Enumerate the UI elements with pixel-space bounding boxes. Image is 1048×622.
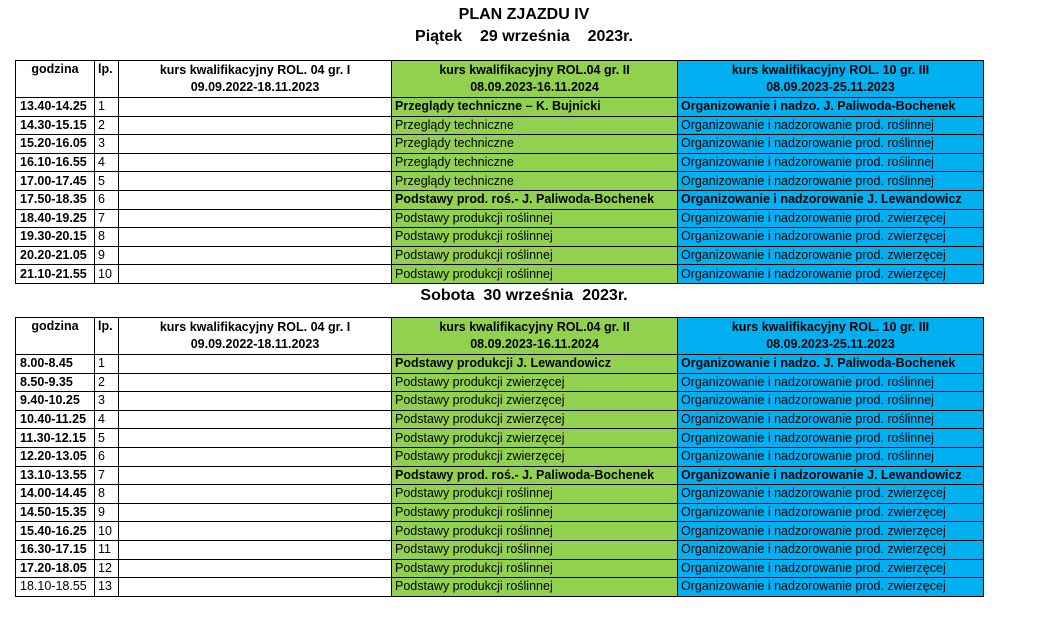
group-1-cell (119, 447, 392, 466)
group-2-cell: Podstawy prod. roś.- J. Paliwoda-Bochenek (392, 190, 678, 209)
table-row (16, 355, 984, 374)
group-2-cell: Przeglądy techniczne (392, 116, 678, 135)
schedule-table-saturday (15, 317, 984, 597)
group-2-cell: Podstawy produkcji roślinnej (392, 578, 678, 597)
group-3-cell: Organizowanie i nadzorowanie prod. roślinnej (678, 116, 984, 135)
group-2-cell: Podstawy produkcji roślinnej (392, 228, 678, 247)
group-1-cell (119, 209, 392, 228)
group-1-cell (119, 559, 392, 578)
group-1-cell (119, 578, 392, 597)
group-3-cell: Organizowanie i nadzorowanie J. Lewandowicz (678, 190, 984, 209)
group-3-cell: Organizowanie i nadzorowanie prod. roślinnej (678, 429, 984, 448)
group-2-cell: Podstawy produkcji zwierzęcej (392, 410, 678, 429)
hour-cell: 14.00-14.45 (16, 485, 95, 504)
group-3-cell: Organizowanie i nadzorowanie prod. zwierzęcej (678, 503, 984, 522)
page-title: PLAN ZJAZDU IV (458, 6, 590, 23)
lp-cell: 5 (95, 429, 119, 448)
group-2-cell: Podstawy produkcji zwierzęcej (392, 429, 678, 448)
group-1-cell (119, 466, 392, 485)
hour-cell: 11.30-12.15 (16, 429, 95, 448)
group-2-cell: Podstawy produkcji roślinnej (392, 559, 678, 578)
group-3-cell: Organizowanie i nadzorowanie prod. roślinnej (678, 392, 984, 411)
table-row (16, 447, 984, 466)
group-3-cell: Organizowanie i nadzorowanie prod. zwierzęcej (678, 246, 984, 265)
group-3-cell: Organizowanie i nadzorowanie prod. roślinnej (678, 135, 984, 154)
header-group-3: kurs kwalifikacyjny ROL. 10 gr. III 08.09.2023-25.11.2023 (678, 318, 984, 355)
hour-cell: 18.10-18.55 (16, 578, 95, 597)
group-2-cell: Podstawy produkcji zwierzęcej (392, 392, 678, 411)
group-1-cell (119, 246, 392, 265)
group-3-cell: Organizowanie i nadzorowanie prod. zwierzęcej (678, 522, 984, 541)
table-row (16, 209, 984, 228)
day-heading-saturday: Sobota 30 września 2023r. (420, 287, 628, 304)
header-group-2: kurs kwalifikacyjny ROL.04 gr. II 08.09.2023-16.11.2024 (392, 318, 678, 355)
lp-cell: 8 (95, 228, 119, 247)
group-3-cell: Organizowanie i nadzorowanie prod. roślinnej (678, 153, 984, 172)
lp-cell: 7 (95, 209, 119, 228)
group-3-cell: Organizowanie i nadzorowanie J. Lewandowicz (678, 466, 984, 485)
hour-cell: 12.20-13.05 (16, 447, 95, 466)
hour-cell: 20.20-21.05 (16, 246, 95, 265)
group-1-cell (119, 265, 392, 284)
table-row (16, 153, 984, 172)
group-1-cell (119, 373, 392, 392)
group-3-cell: Organizowanie i nadzorowanie prod. zwierzęcej (678, 559, 984, 578)
table-row (16, 410, 984, 429)
table-row (16, 429, 984, 448)
group-1-cell (119, 355, 392, 374)
group-1-cell (119, 503, 392, 522)
lp-cell: 3 (95, 392, 119, 411)
lp-cell: 10 (95, 265, 119, 284)
hour-cell: 13.10-13.55 (16, 466, 95, 485)
lp-cell: 4 (95, 153, 119, 172)
group-2-cell: Podstawy produkcji zwierzęcej (392, 447, 678, 466)
group-2-cell: Przeglądy techniczne – K. Bujnicki (392, 98, 678, 117)
hour-cell: 10.40-11.25 (16, 410, 95, 429)
group-2-cell: Podstawy produkcji roślinnej (392, 265, 678, 284)
group-2-cell: Przeglądy techniczne (392, 153, 678, 172)
group-1-cell (119, 153, 392, 172)
table-row (16, 228, 984, 247)
group-1-cell (119, 172, 392, 191)
group-3-cell: Organizowanie i nadzorowanie prod. zwierzęcej (678, 540, 984, 559)
group-3-cell: Organizowanie i nadzorowanie prod. roślinnej (678, 410, 984, 429)
header-group-2: kurs kwalifikacyjny ROL.04 gr. II 08.09.2023-16.11.2024 (392, 61, 678, 98)
hour-cell: 14.30-15.15 (16, 116, 95, 135)
group-2-cell: Podstawy produkcji roślinnej (392, 209, 678, 228)
group-1-cell (119, 522, 392, 541)
table-row (16, 116, 984, 135)
group-2-cell: Podstawy produkcji roślinnej (392, 540, 678, 559)
lp-cell: 7 (95, 466, 119, 485)
group-3-cell: Organizowanie i nadzorowanie prod. zwierzęcej (678, 265, 984, 284)
group-1-cell (119, 228, 392, 247)
group-3-cell: Organizowanie i nadzorowanie prod. zwierzęcej (678, 209, 984, 228)
table-header-row (16, 61, 984, 98)
group-1-cell (119, 135, 392, 154)
lp-cell: 6 (95, 190, 119, 209)
header-group-1: kurs kwalifikacyjny ROL. 04 gr. I 09.09.2022-18.11.2023 (119, 318, 392, 355)
group-2-cell: Przeglądy techniczne (392, 135, 678, 154)
group-1-cell (119, 98, 392, 117)
table-row (16, 172, 984, 191)
table-row (16, 485, 984, 504)
group-3-cell: Organizowanie i nadzorowanie prod. roślinnej (678, 373, 984, 392)
hour-cell: 15.20-16.05 (16, 135, 95, 154)
group-2-cell: Podstawy prod. roś.- J. Paliwoda-Bochenek (392, 466, 678, 485)
group-2-cell: Podstawy produkcji roślinnej (392, 503, 678, 522)
hour-cell: 17.00-17.45 (16, 172, 95, 191)
group-3-cell: Organizowanie i nadzo. J. Paliwoda-Bochenek (678, 355, 984, 374)
table-row (16, 190, 984, 209)
hour-cell: 9.40-10.25 (16, 392, 95, 411)
group-2-cell: Podstawy produkcji zwierzęcej (392, 373, 678, 392)
table-row (16, 246, 984, 265)
hour-cell: 17.50-18.35 (16, 190, 95, 209)
lp-cell: 10 (95, 522, 119, 541)
lp-cell: 3 (95, 135, 119, 154)
hour-cell: 16.10-16.55 (16, 153, 95, 172)
group-1-cell (119, 429, 392, 448)
group-2-cell: Podstawy produkcji roślinnej (392, 246, 678, 265)
group-1-cell (119, 485, 392, 504)
group-2-cell: Podstawy produkcji roślinnej (392, 522, 678, 541)
table-row (16, 392, 984, 411)
group-1-cell (119, 410, 392, 429)
table-row (16, 98, 984, 117)
table-row (16, 522, 984, 541)
lp-cell: 9 (95, 503, 119, 522)
table-row (16, 466, 984, 485)
day-heading-friday: Piątek 29 września 2023r. (415, 28, 633, 45)
group-3-cell: Organizowanie i nadzorowanie prod. zwierzęcej (678, 578, 984, 597)
lp-cell: 4 (95, 410, 119, 429)
lp-cell: 2 (95, 116, 119, 135)
lp-cell: 1 (95, 355, 119, 374)
header-group-3: kurs kwalifikacyjny ROL. 10 gr. III 08.09.2023-25.11.2023 (678, 61, 984, 98)
group-2-cell: Podstawy produkcji J. Lewandowicz (392, 355, 678, 374)
lp-cell: 1 (95, 98, 119, 117)
hour-cell: 18.40-19.25 (16, 209, 95, 228)
group-1-cell (119, 392, 392, 411)
hour-cell: 19.30-20.15 (16, 228, 95, 247)
group-2-cell: Przeglądy techniczne (392, 172, 678, 191)
group-3-cell: Organizowanie i nadzorowanie prod. roślinnej (678, 172, 984, 191)
schedule-table-friday (15, 60, 984, 284)
lp-cell: 13 (95, 578, 119, 597)
hour-cell: 17.20-18.05 (16, 559, 95, 578)
header-lp: lp. (95, 61, 119, 98)
table-header-row (16, 318, 984, 355)
hour-cell: 16.30-17.15 (16, 540, 95, 559)
hour-cell: 8.50-9.35 (16, 373, 95, 392)
hour-cell: 21.10-21.55 (16, 265, 95, 284)
group-3-cell: Organizowanie i nadzorowanie prod. zwierzęcej (678, 485, 984, 504)
table-row (16, 135, 984, 154)
group-1-cell (119, 116, 392, 135)
hour-cell: 14.50-15.35 (16, 503, 95, 522)
header-hour: godzina (16, 61, 95, 98)
lp-cell: 9 (95, 246, 119, 265)
header-group-1: kurs kwalifikacyjny ROL. 04 gr. I 09.09.2022-18.11.2023 (119, 61, 392, 98)
table-row (16, 540, 984, 559)
header-hour: godzina (16, 318, 95, 355)
lp-cell: 11 (95, 540, 119, 559)
lp-cell: 5 (95, 172, 119, 191)
hour-cell: 13.40-14.25 (16, 98, 95, 117)
group-3-cell: Organizowanie i nadzorowanie prod. zwierzęcej (678, 228, 984, 247)
group-2-cell: Podstawy produkcji roślinnej (392, 485, 678, 504)
group-3-cell: Organizowanie i nadzo. J. Paliwoda-Bochenek (678, 98, 984, 117)
table-row (16, 503, 984, 522)
group-1-cell (119, 540, 392, 559)
table-row (16, 373, 984, 392)
table-row (16, 265, 984, 284)
group-3-cell: Organizowanie i nadzorowanie prod. roślinnej (678, 447, 984, 466)
lp-cell: 12 (95, 559, 119, 578)
header-lp: lp. (95, 318, 119, 355)
hour-cell: 15.40-16.25 (16, 522, 95, 541)
hour-cell: 8.00-8.45 (16, 355, 95, 374)
lp-cell: 2 (95, 373, 119, 392)
lp-cell: 6 (95, 447, 119, 466)
lp-cell: 8 (95, 485, 119, 504)
group-1-cell (119, 190, 392, 209)
table-row (16, 578, 984, 597)
table-row (16, 559, 984, 578)
